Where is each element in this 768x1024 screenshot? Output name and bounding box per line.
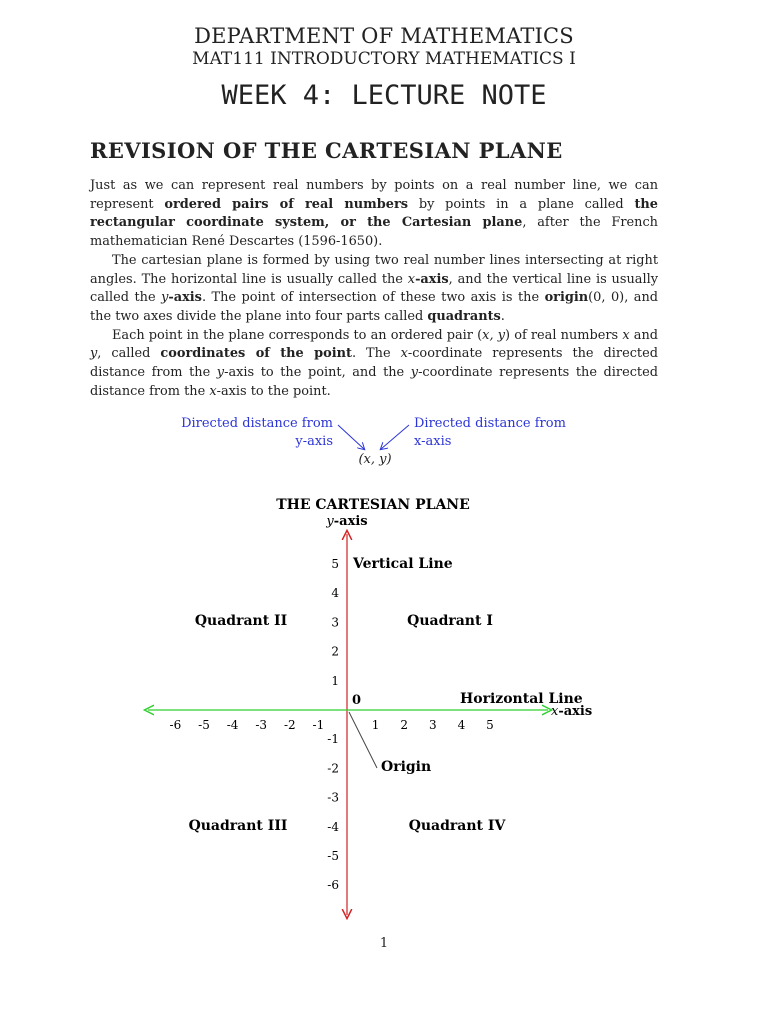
course-title: MAT111 INTRODUCTORY MATHEMATICS I [192, 49, 576, 69]
annotation-left: Directed distance from y-axis [181, 416, 333, 449]
lecture-title: WEEK 4: LECTURE NOTE [221, 80, 547, 111]
page-number: 1 [379, 936, 389, 951]
quadrant-1-label: Quadrant I [407, 613, 493, 629]
quadrant-4-label: Quadrant IV [408, 818, 506, 834]
x-tick-label: -1 [312, 718, 325, 732]
vertical-line-label: Vertical Line [353, 556, 453, 572]
y-tick-label: -4 [327, 819, 339, 834]
x-tick-label: -4 [226, 718, 239, 732]
department-title: DEPARTMENT OF MATHEMATICS [194, 24, 574, 48]
y-tick-label: 3 [331, 615, 339, 630]
x-tick-label: -3 [255, 718, 268, 732]
y-tick-label: 4 [331, 586, 339, 601]
annotation-right: Directed distance from x-axis [414, 416, 566, 449]
x-tick-label: -5 [198, 718, 210, 732]
axis-ticks [170, 557, 494, 892]
chart-title: THE CARTESIAN PLANE [276, 497, 470, 513]
x-tick-label: -2 [283, 718, 296, 732]
annotation-point: (x, y) [358, 452, 392, 467]
x-tick-label: 2 [400, 718, 409, 732]
y-tick-label: -2 [327, 761, 339, 776]
origin-zero-label: 0 [352, 693, 362, 708]
y-tick-label: -3 [327, 790, 339, 805]
paragraph-3: Each point in the plane corresponds to an ordered pair (x, y) of real numbers x and y, called coordinates of the point. The x-coordinate represents the directed distance from the y-axis to the point, and the y-coordinate represents the directed distance from the x-axis to the point. [90, 327, 658, 399]
y-tick-label: 5 [331, 557, 339, 571]
x-axis-label: x-axis [551, 704, 593, 719]
section-heading: REVISION OF THE CARTESIAN PLANE [90, 138, 563, 163]
quadrant-3-label: Quadrant III [188, 818, 288, 834]
y-tick-label: -6 [327, 878, 339, 893]
paragraph-1: Just as we can represent real numbers by points on a real number line, we can represent ordered pairs of real numbers by points in a plane called the rectangular coordinate system, or the Cartesian plane, after the French mathematician René Descartes (1596-1650). [90, 178, 658, 250]
x-tick-label: 5 [486, 718, 494, 732]
paragraph-2: The cartesian plane is formed by using two real number lines intersecting at right angles. The horizontal line is usually called the x-axis, and the vertical line is usually called the y-axis. The point of intersection of these two axis is the origin(0, 0), and the two axes divide the plane into four parts called quadrants. [90, 252, 659, 324]
x-tick-label: -6 [169, 718, 182, 732]
y-tick-label: -1 [327, 732, 339, 747]
y-axis-label: y-axis [326, 514, 368, 529]
horizontal-line-label: Horizontal Line [460, 691, 583, 707]
origin-label: Origin [381, 759, 432, 775]
y-tick-label: -5 [327, 849, 339, 863]
x-tick-label: 4 [457, 718, 466, 732]
y-tick-label: 1 [331, 673, 339, 688]
y-tick-label: 2 [331, 644, 339, 659]
quadrant-2-label: Quadrant II [194, 613, 288, 629]
x-tick-label: 1 [371, 718, 380, 732]
x-tick-label: 3 [428, 718, 437, 732]
